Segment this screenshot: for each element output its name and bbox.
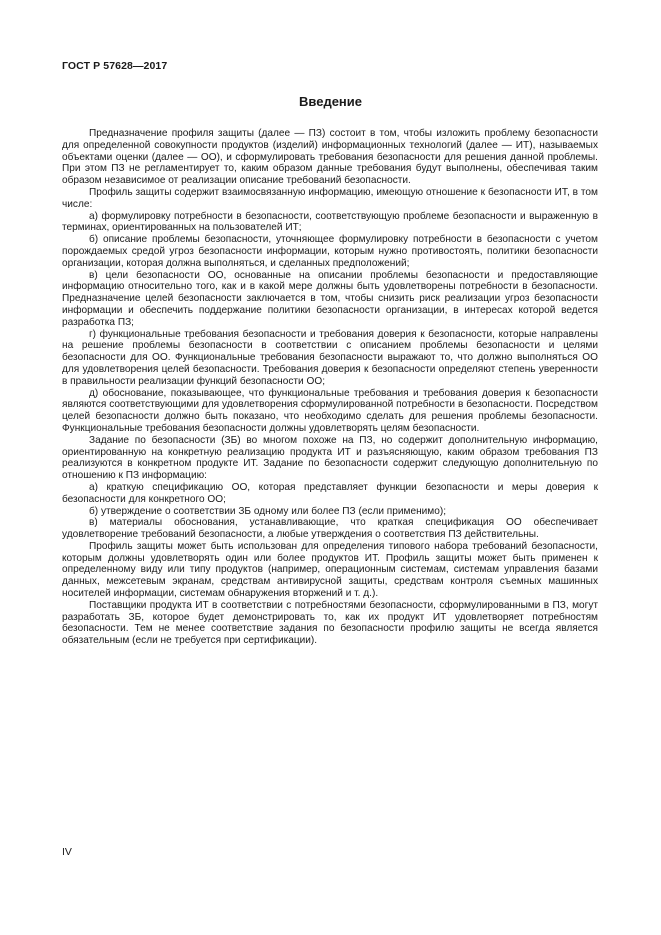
list-item: б) описание проблемы безопасности, уточняющее формулировку потребности в безопасности с учетом порождаемых средой угроз безопасности информации, которым нужно противостоять, политики безопасности организации, которая должна выполняться, и сделанных предположений;	[62, 234, 598, 269]
paragraph: Профиль защиты содержит взаимосвязанную информацию, имеющую отношение к безопасности ИТ, в том числе:	[62, 186, 598, 210]
paragraph: Задание по безопасности (ЗБ) во многом похоже на ПЗ, но содержит дополнительную информацию, ориентированную на конкретную реализацию продукта ИТ и разъясняющую, каким образом требования ПЗ реализуются в конкретном продукте ИТ. Задание по безопасности содержит следующую дополнительную по отношению к ПЗ информацию:	[62, 434, 598, 482]
paragraph: Предназначение профиля защиты (далее — ПЗ) состоит в том, чтобы изложить проблему безопасности для определенной совокупности продуктов (изделий) информационных технологий (далее — ИТ), называемых объектами оценки (далее — ОО), и сформулировать требования безопасности для решения данной проблемы. При этом ПЗ не регламентирует то, каким образом данные требования будут выполнены, обеспечивая таким образом независимое от реализации описание требований безопасности.	[62, 128, 598, 187]
list-item: а) краткую спецификацию ОО, которая представляет функции безопасности и меры доверия к безопасности для конкретного ОО;	[62, 481, 598, 505]
list-item: в) цели безопасности ОО, основанные на описании проблемы безопасности и предоставляющие информацию относительно того, как и в какой мере должны быть удовлетворены потребности в безопасности. Предназначение целей безопасности заключается в том, чтобы снизить риск реализации угроз безопасности информации и обеспечить поддержание политики безопасности организации, в интересах которой ведется разработка ПЗ;	[62, 269, 598, 328]
list-item: г) функциональные требования безопасности и требования доверия к безопасности, которые направлены на решение проблемы безопасности в соответствии с описанием проблемы безопасности и целями безопасности для ОО. Функциональные требования безопасности выражают то, что должно выполняться ОО для удовлетворения целей безопасности. Требования доверия к безопасности определяют степень уверенности в правильности реализации функций безопасности ОО;	[62, 328, 598, 387]
list-item: в) материалы обоснования, устанавливающие, что краткая спецификация ОО обеспечивает удовлетворение требований безопасности, а любые утверждения о соответствия ПЗ действительны.	[62, 517, 598, 541]
paragraph: Профиль защиты может быть использован для определения типового набора требований безопасности, которым должны удовлетворять один или более продуктов ИТ. Профиль защиты может быть применен к определенному виду или типу продуктов (например, операционным системам, системам управления базами данных, межсетевым экранам, средствам антивирусной защиты, средствам контроля съемных машинных носителей информации, системам обнаружения вторжений и т. д.).	[62, 540, 598, 600]
section-title: Введение	[299, 94, 362, 109]
standard-code-header: ГОСТ Р 57628—2017	[62, 60, 168, 72]
page-number: IV	[62, 846, 72, 858]
list-item: д) обоснование, показывающее, что функциональные требования и требования доверия к безопасности являются соответствующими для удовлетворения сформулированной потребности в безопасности. Посредством целей безопасности должно быть показано, что необходимо сделать для решения проблемы безопасности. Функциональные требования безопасности должны удовлетворять целям безопасности.	[62, 387, 598, 434]
list-item: а) формулировку потребности в безопасности, соответствующую проблеме безопасности и выраженную в терминах, ориентированных на пользователей ИТ;	[62, 210, 598, 234]
paragraph: Поставщики продукта ИТ в соответствии с потребностями безопасности, сформулированными в ПЗ, могут разработать ЗБ, которое будет демонстрировать то, как их продукт ИТ удовлетворяет потребностям безопасности. Тем не менее соответствие задания по безопасности профилю защиты не всегда является обязательным (если не требуется при сертификации).	[62, 599, 598, 647]
document-body	[62, 128, 598, 647]
list-item: б) утверждение о соответствии ЗБ одному или более ПЗ (если применимо);	[89, 505, 447, 517]
